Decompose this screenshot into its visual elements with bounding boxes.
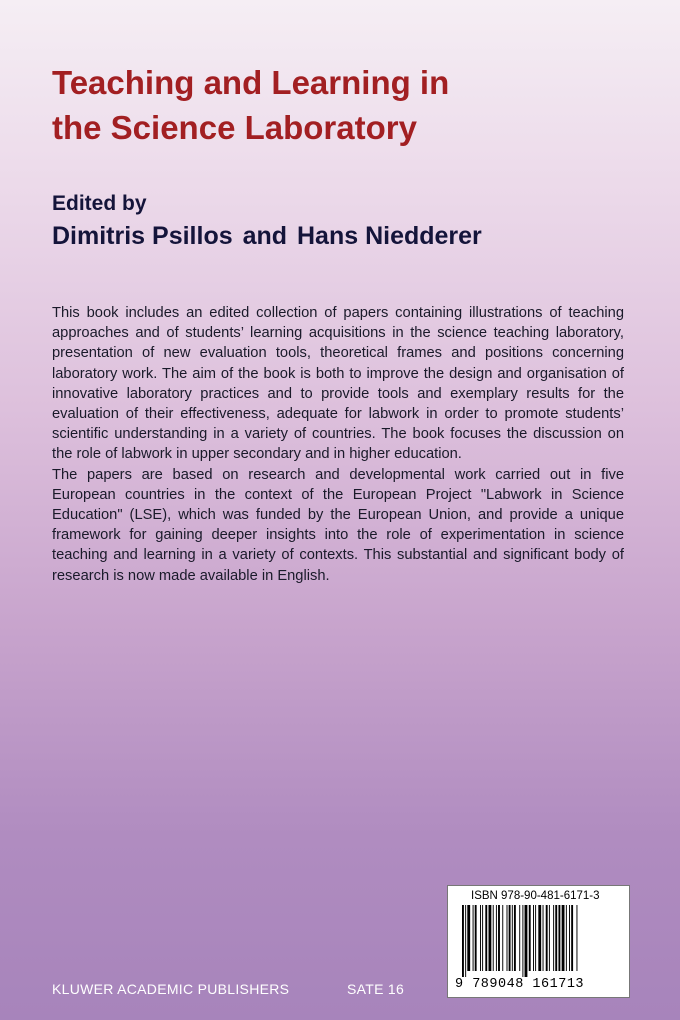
- barcode-bar: [538, 905, 541, 971]
- barcode-bar: [485, 905, 487, 971]
- barcode-bar: [519, 905, 520, 971]
- barcode-bar: [493, 905, 494, 971]
- barcode-bar: [467, 905, 470, 971]
- barcode-bar: [533, 905, 534, 971]
- barcode-bar: [512, 905, 513, 971]
- barcode-bar: [571, 905, 573, 971]
- barcode-bar: [566, 905, 567, 971]
- description-paragraph-1: This book includes an edited collection of papers containing illustrations of teaching approaches and of students’ learning acquisitions in the science teaching laboratory, presentation of new evaluation tools, theoretical frames and positions concerning laboratory work. The aim of the book is both to improve the design and organisation of innovative laboratory practices and to provide tools and exemplary results for the evaluation of their effectiveness, adequate for labwork in order to promote students’ scientific understanding in a variety of countries. The book focuses the discussion on the role of labwork in upper secondary and in higher education.: [52, 305, 624, 463]
- edited-by-label: Edited by: [52, 192, 147, 215]
- barcode-bar: [480, 905, 481, 971]
- editor-name-2: Hans Niedderer: [296, 222, 482, 250]
- barcode-bar: [569, 905, 570, 971]
- barcode-bar: [522, 905, 523, 977]
- barcode-bar: [553, 905, 554, 971]
- barcode-bar: [509, 905, 511, 971]
- barcode-bar: [535, 905, 536, 971]
- barcode-bar: [562, 905, 565, 971]
- barcode-bar: [482, 905, 483, 971]
- barcode-bar: [514, 905, 516, 971]
- editor-name-1: Dimitris Psillos: [52, 222, 233, 250]
- isbn-barcode-panel: [447, 885, 630, 998]
- barcode-bar: [555, 905, 557, 971]
- barcode-bar: [465, 905, 466, 977]
- editors-line: [52, 219, 482, 253]
- barcode-bar: [558, 905, 560, 971]
- barcode-bar: [546, 905, 548, 971]
- barcode-bar: [473, 905, 474, 971]
- barcode-digits: 9 789048 161713: [455, 977, 585, 992]
- barcode-bar: [529, 905, 531, 971]
- barcode-bar: [525, 905, 528, 977]
- book-title-line-2: the Science Laboratory: [52, 109, 417, 146]
- barcode-bar: [489, 905, 492, 971]
- isbn-label: ISBN 978-90-481-6171-3: [471, 890, 600, 902]
- description-paragraph-2: The papers are based on research and developmental work carried out in five European countries in the context of the European Project "Labwork in Science Education" (LSE), which was funded by the European Union, and provide a unique framework for gaining deeper insights into the role of experimentation in science teaching and learning in a variety of contexts. This substantial and significant body of research is now made available in English.: [52, 466, 624, 584]
- barcode-bar: [496, 905, 497, 971]
- barcode-bar: [507, 905, 508, 971]
- book-title: [52, 60, 449, 150]
- book-description: [52, 303, 624, 586]
- barcode-bar: [543, 905, 544, 971]
- barcode-bar: [502, 905, 503, 971]
- barcode-bar: [576, 905, 577, 971]
- barcode-graphic: [458, 905, 618, 977]
- editors-conjunction: and: [242, 222, 288, 250]
- barcode-bar: [549, 905, 550, 971]
- book-title-line-1: Teaching and Learning in: [52, 64, 450, 101]
- series-label: SATE 16: [347, 981, 405, 997]
- barcode-bar: [462, 905, 464, 977]
- barcode-bar: [498, 905, 500, 971]
- barcode-bar: [475, 905, 477, 971]
- publisher-name: KLUWER ACADEMIC PUBLISHERS: [52, 981, 290, 997]
